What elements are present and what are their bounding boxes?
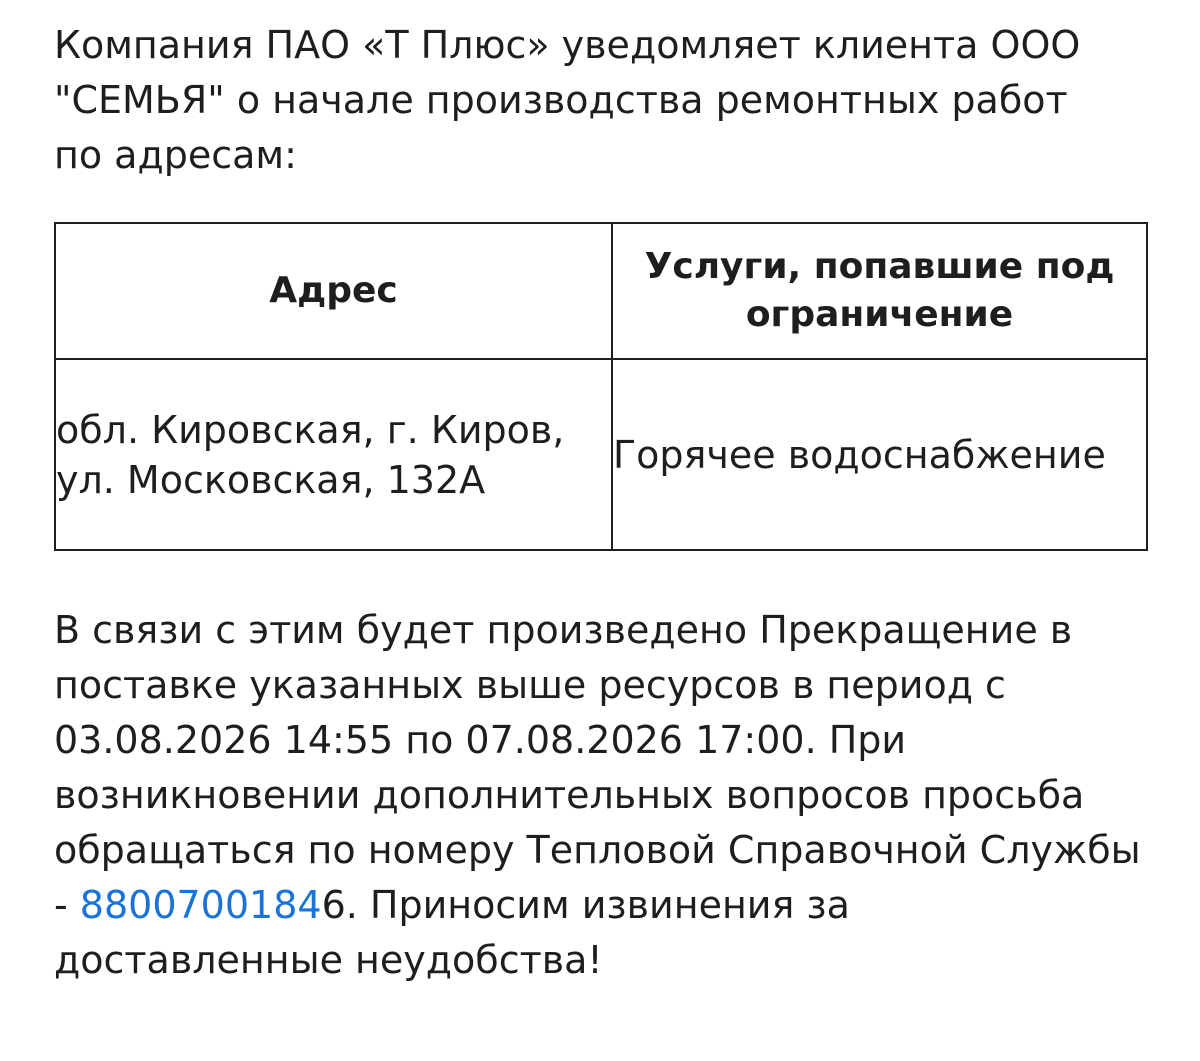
header-address: Адрес (55, 223, 612, 359)
cell-address: обл. Кировская, г. Киров, ул. Московская, 132А (55, 359, 612, 550)
works-table (54, 222, 1148, 551)
cell-services: Горячее водоснабжение (612, 359, 1147, 550)
table-row (55, 359, 1147, 550)
phone-number-link[interactable]: 8800700184 (79, 883, 322, 927)
outro-text (54, 603, 1144, 988)
message-body (54, 18, 1154, 988)
intro-text: Компания ПАО «Т Плюс» уведомляет клиента ООО "СЕМЬЯ" о начале производства ремонтных работ по адресам: (54, 23, 1081, 177)
outro-text-start: В связи с этим будет произведено Прекращение в поставке указанных выше ресурсов в период с 03.08.2026 14:55 по 07.08.2026 17:00. При возникновении дополнительных вопросов просьба обращаться по номеру Тепловой Справочной Службы - (54, 608, 1141, 927)
header-services: Услуги, попавшие под ограничение (612, 223, 1147, 359)
table-header-row (55, 223, 1147, 359)
outro-text-end: 6. Приносим извинения за доставленные неудобства! (54, 883, 850, 982)
